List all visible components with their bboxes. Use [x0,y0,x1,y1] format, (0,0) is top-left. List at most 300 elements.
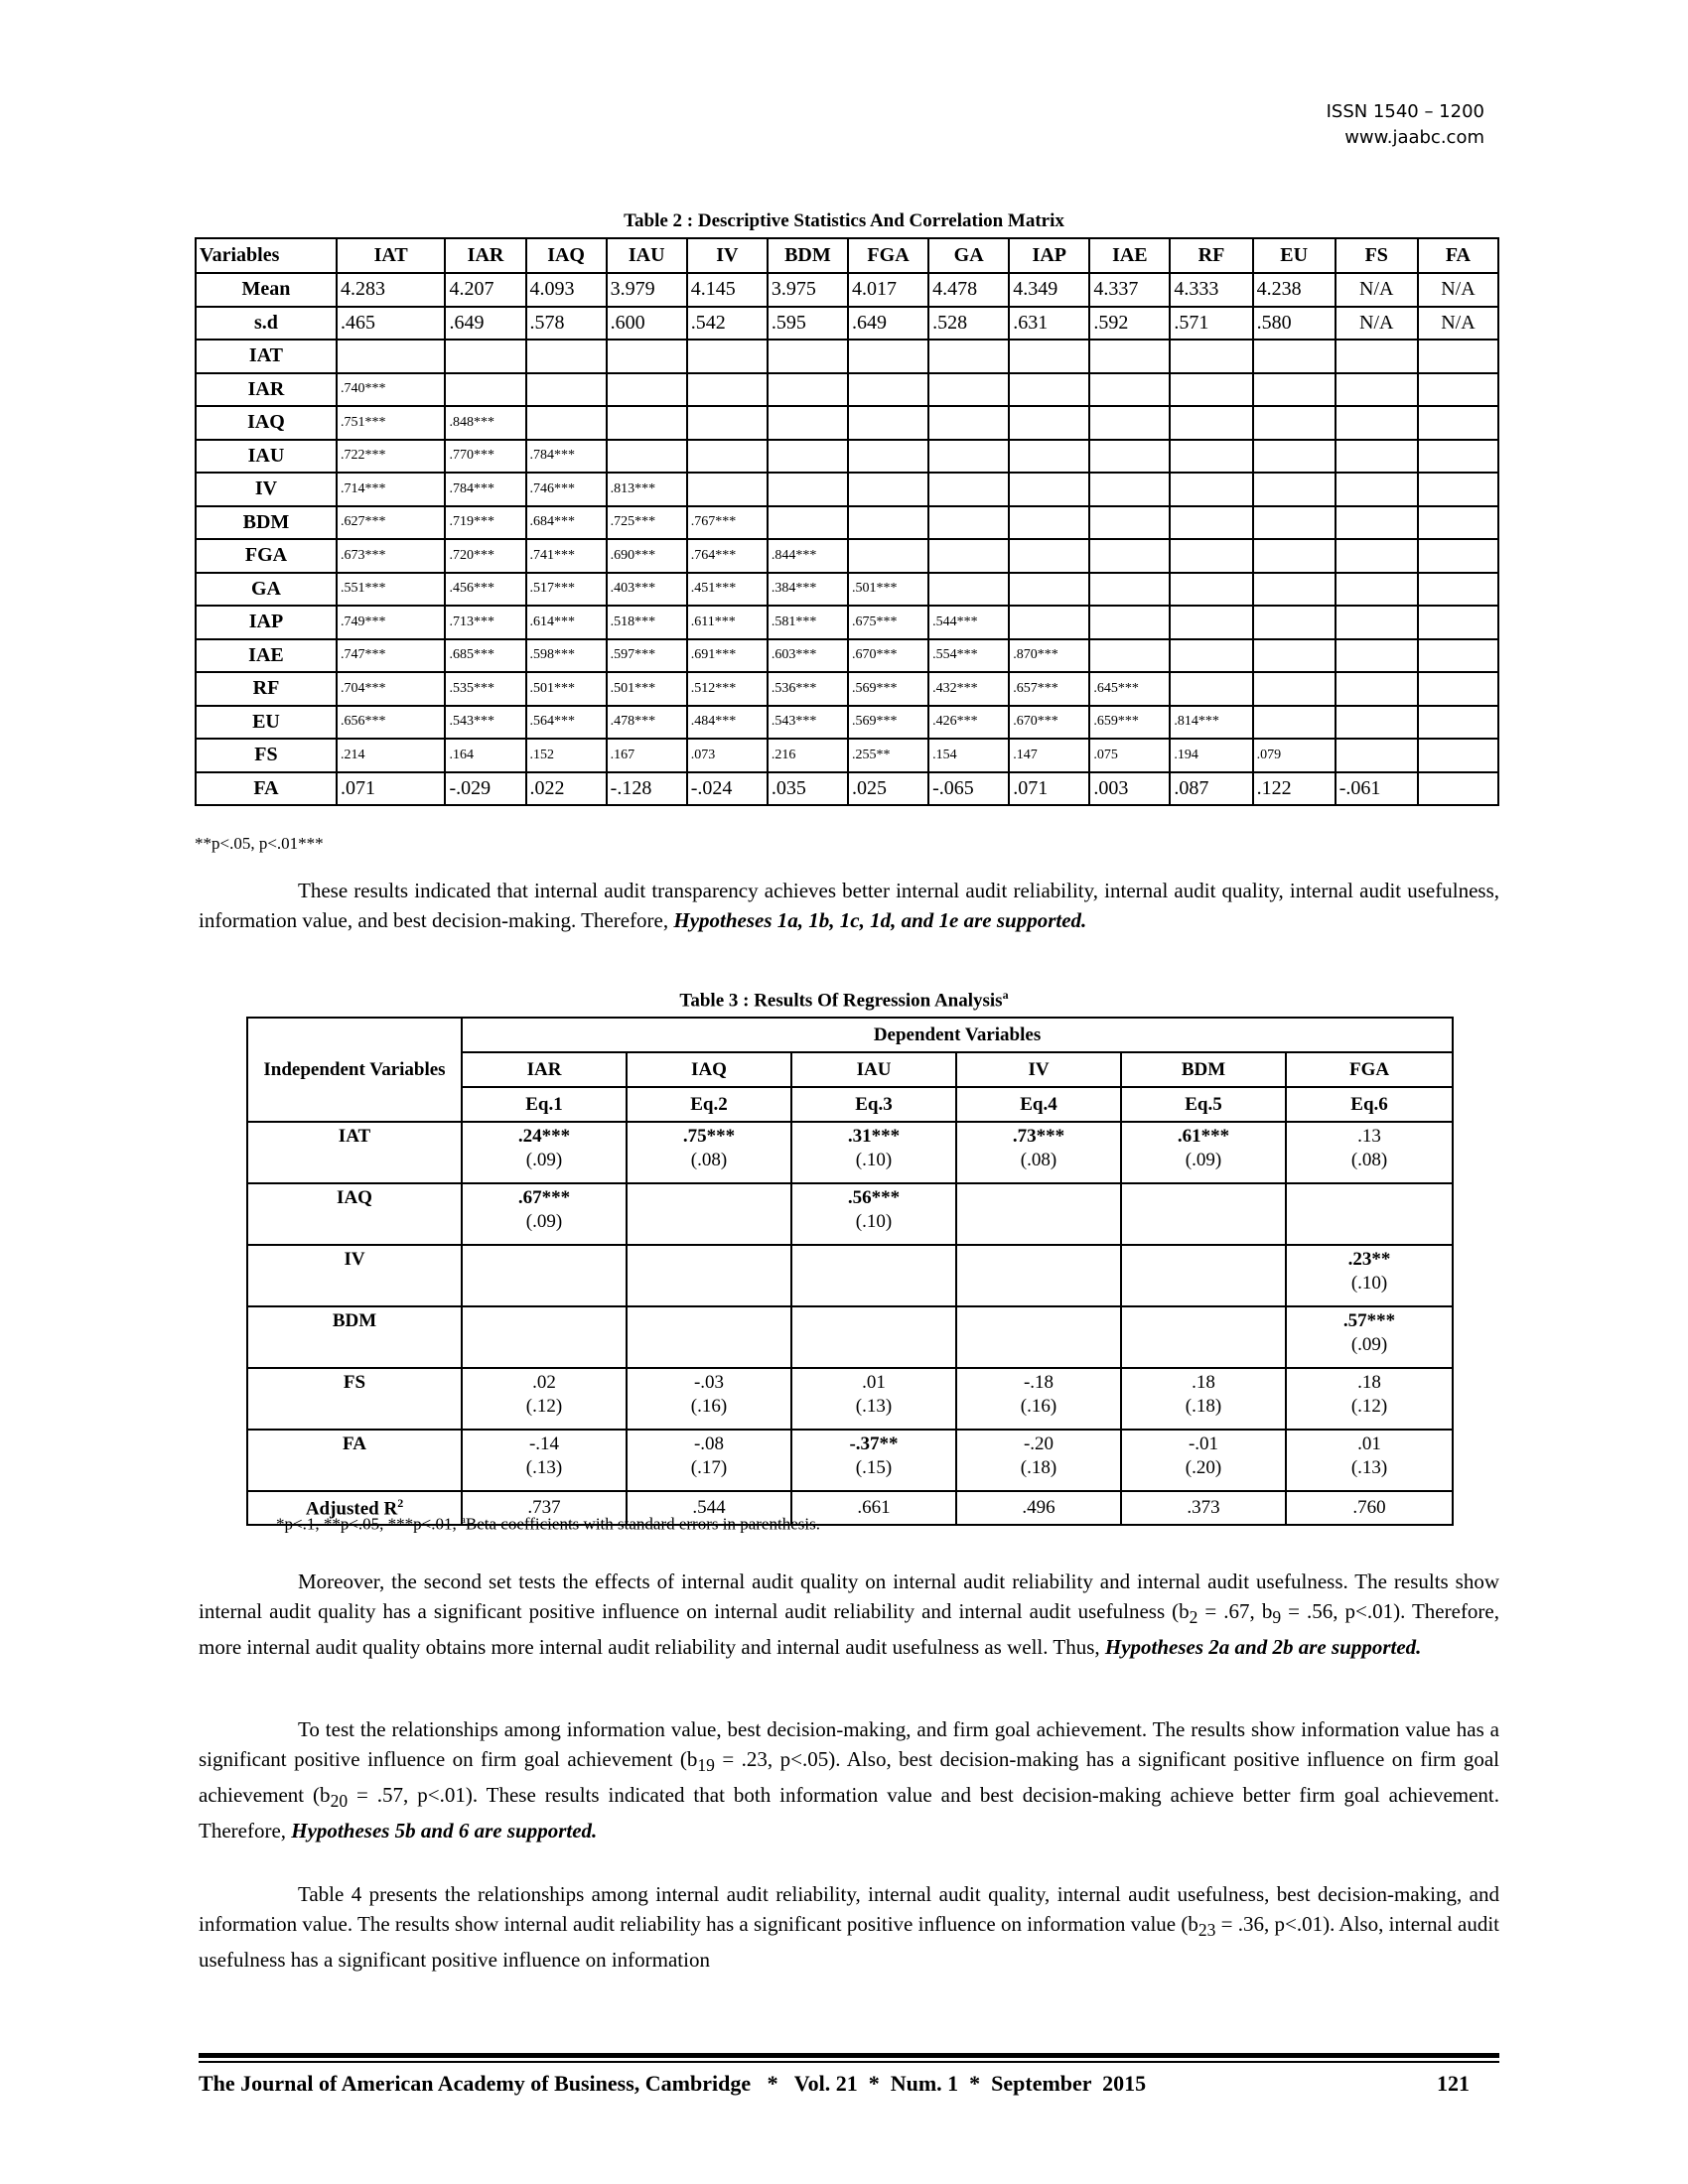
table2-cell [1170,340,1252,373]
table2-cell [1170,373,1252,407]
table2-cell [1253,573,1336,607]
table2-cell [607,406,687,440]
table3-row [247,1183,1453,1245]
table2-cell [768,473,848,506]
table2-cell [526,373,607,407]
table3-row-label: IAQ [247,1183,462,1245]
table2-cell: .656*** [337,706,446,740]
table2-cell: .764*** [687,539,768,573]
table3-coefficient: .73*** [1012,1126,1065,1147]
p3-sub1: 19 [697,1755,715,1776]
table3-coefficient: -.08 [693,1433,725,1454]
table2-cell [1418,606,1498,639]
table3-row-label: IAT [247,1122,462,1183]
table2-col-header: IAT [337,238,446,273]
table3-row-label: BDM [247,1306,462,1368]
table2-cell: .600 [607,307,687,341]
table3-adj-value: .496 [956,1491,1121,1525]
table3-row [247,1430,1453,1491]
table2-cell: .003 [1089,772,1170,806]
table2-cell [768,440,848,474]
table2-cell: .690*** [607,539,687,573]
table2-cell [1336,573,1418,607]
table3-cell [956,1245,1121,1306]
table3-eq-label: Eq.6 [1286,1087,1453,1122]
table2-cell [1009,440,1089,474]
table2-cell [1089,373,1170,407]
table2-cell [1253,406,1336,440]
table2-cell: .670*** [1009,706,1089,740]
page-header [1327,99,1484,151]
table2-cell: .543*** [768,706,848,740]
table2-cell: .122 [1253,772,1336,806]
table3-coefficient: -.18 [1023,1372,1055,1393]
table3-std-error: (.10) [1350,1273,1388,1294]
table2-cell [1253,506,1336,540]
table3-cell [1286,1306,1453,1368]
table3-std-error: (.09) [1350,1334,1388,1355]
table2-row-label: FGA [196,539,337,573]
table2-row-label: FA [196,772,337,806]
table2-cell: .749*** [337,606,446,639]
table2-col-header: IAR [445,238,525,273]
table3-std-error: (.09) [1185,1150,1222,1170]
table2-cell: .535*** [445,672,525,706]
table2-cell: .649 [445,307,525,341]
table2-row [196,340,1498,373]
table2-cell [1089,506,1170,540]
table2-cell [1253,672,1336,706]
table2-cell: 4.349 [1009,273,1089,307]
table3-cell [1121,1430,1286,1491]
table2-cell [848,440,928,474]
table2-cell: -.128 [607,772,687,806]
table2-cell: .767*** [687,506,768,540]
table2-cell: .075 [1089,739,1170,772]
footer-journal: The Journal of American Academy of Business, Cambridge * Vol. 21 * Num. 1 * September 2015 [199,2071,1147,2096]
table2-cell [1336,406,1418,440]
table2-cell [1418,706,1498,740]
table2-header-row [196,238,1498,273]
paragraph-4 [199,1879,1499,1975]
table2-cell: .751*** [337,406,446,440]
table2-cell [1336,739,1418,772]
table2-cell: .645*** [1089,672,1170,706]
table2-cell [1009,573,1089,607]
table2-cell [1418,473,1498,506]
table3-coefficient: .56*** [847,1187,901,1208]
p3-b: = .23, p<.05). Also, best decision-making has a significant positive influence on firm goal achievement (b [199,1747,1499,1808]
table3-cell [791,1368,956,1430]
table2-row-label: IAP [196,606,337,639]
table2-cell: .598*** [526,639,607,673]
table2-note: **p<.05, p<.01*** [195,834,324,853]
table2-row [196,473,1498,506]
table2-row [196,672,1498,706]
table3-coefficient: -.14 [528,1433,560,1454]
table3-coefficient: -.37** [849,1433,899,1454]
table2-cell [1418,672,1498,706]
table3-coefficient: .75*** [682,1126,736,1147]
table2-cell [768,406,848,440]
table3-eq-label: Eq.5 [1121,1087,1286,1122]
table3-coefficient: -.03 [693,1372,725,1393]
table2-col-header: IV [687,238,768,273]
table2-cell [445,340,525,373]
table2-cell [1253,373,1336,407]
table2-cell [848,406,928,440]
table2-cell [1336,706,1418,740]
table2-cell: .484*** [687,706,768,740]
table3-coefficient: .18 [1357,1372,1381,1393]
table2-cell [1170,473,1252,506]
table3-cell [956,1368,1121,1430]
table2-cell: .071 [337,772,446,806]
table3-std-error: (.16) [1020,1396,1057,1417]
table2-cell: .569*** [848,706,928,740]
table2-cell: .518*** [607,606,687,639]
table2-col-header: IAU [607,238,687,273]
table2-cell: .578 [526,307,607,341]
table2-cell: .784*** [526,440,607,474]
table2-cell [1009,373,1089,407]
table2-row [196,639,1498,673]
table3-coefficient: -.01 [1188,1433,1219,1454]
table3-adj-value: .737 [462,1491,627,1525]
table3-coefficient: .57*** [1342,1310,1396,1331]
table3-coefficient: .13 [1357,1126,1381,1147]
table2-cell: .542 [687,307,768,341]
table2-cell: .512*** [687,672,768,706]
table2-col-header: RF [1170,238,1252,273]
table2-cell: .501*** [848,573,928,607]
table2-cell [928,406,1009,440]
table2-cell [1253,639,1336,673]
table2-cell: .478*** [607,706,687,740]
table2-cell: 4.337 [1089,273,1170,307]
footer-rule-thin [199,2061,1499,2063]
table2-cell: .551*** [337,573,446,607]
table2-cell: .536*** [768,672,848,706]
table2-col-header: FS [1336,238,1418,273]
p2-a: Moreover, the second set tests the effects of internal audit quality on internal audit reliability and internal audit usefulness. The results show internal audit quality has a significant positive influence on internal audit reliability and internal audit usefulness (b [199,1570,1499,1623]
table2-cell: .025 [848,772,928,806]
table3-coefficient: .02 [532,1372,556,1393]
table2-cell [928,506,1009,540]
table2-cell: .255** [848,739,928,772]
table2-row-label: IAE [196,639,337,673]
table2-cell [1009,406,1089,440]
table3-cell [791,1183,956,1245]
table2-cell: N/A [1336,307,1418,341]
table3-std-error: (.13) [1350,1457,1388,1478]
table2-cell: .035 [768,772,848,806]
table3-row-label: FA [247,1430,462,1491]
table2-cell [526,340,607,373]
table3-cell [462,1368,627,1430]
table3-cell [462,1245,627,1306]
table2-cell [1089,473,1170,506]
table2-cell: .684*** [526,506,607,540]
table2-cell: .403*** [607,573,687,607]
table2-cell [607,373,687,407]
table2-row-label: EU [196,706,337,740]
table2-cell [687,440,768,474]
table2-cell [1170,506,1252,540]
table2-cell [1089,539,1170,573]
table3-cell [627,1183,791,1245]
table2-cell: 4.145 [687,273,768,307]
table2-cell: 4.238 [1253,273,1336,307]
table3-adj-value: .544 [627,1491,791,1525]
table2-cell [1253,606,1336,639]
table3-note-tail: Beta coefficients with standard errors in parenthesis. [465,1514,820,1534]
table2-row-label: s.d [196,307,337,341]
table3-cell [462,1430,627,1491]
page-footer [199,2071,1499,2097]
table2-row-label: IAT [196,340,337,373]
table3-cell [1121,1122,1286,1183]
table3-header-row-1 [247,1018,1453,1052]
table2-row [196,373,1498,407]
table2-cell: .154 [928,739,1009,772]
table3-coefficient: .67*** [517,1187,571,1208]
table3-std-error: (.15) [855,1457,893,1478]
table2-cell: .784*** [445,473,525,506]
table2-row-label: FS [196,739,337,772]
table2-cell: .844*** [768,539,848,573]
table2-cell [768,340,848,373]
table2-cell [445,373,525,407]
table2-cell [1418,406,1498,440]
table3-adj-value: .373 [1121,1491,1286,1525]
table3-std-error: (.18) [1185,1396,1222,1417]
p2-sub2: 9 [1272,1607,1282,1628]
table2-cell: .870*** [1009,639,1089,673]
table2-cell: 4.207 [445,273,525,307]
p4-b: = .36, p<.01). Also, internal audit usefulness has a significant positive influence on information [199,1912,1499,1973]
table2-caption: Table 2 : Descriptive Statistics And Correlation Matrix [624,210,1064,231]
table3-eq-label: Eq.3 [791,1087,956,1122]
table2-cell: .569*** [848,672,928,706]
table2-row [196,706,1498,740]
table2-cell [1418,772,1498,806]
table2-cell [1336,373,1418,407]
table3-note-text: *p<.1, **p<.05, ***p<.01, [276,1514,462,1534]
table2-cell [1170,639,1252,673]
table2-cell [1089,340,1170,373]
table2-col-header: IAQ [526,238,607,273]
table2-cell [1009,340,1089,373]
table3-adj-value: .760 [1286,1491,1453,1525]
table2-col-header: BDM [768,238,848,273]
table2-cell: .087 [1170,772,1252,806]
table2-cell [1336,606,1418,639]
table2-cell: .848*** [445,406,525,440]
table3-row-label: IV [247,1245,462,1306]
table3-cell [1121,1245,1286,1306]
table2-cell [1089,573,1170,607]
table2-cell: .649 [848,307,928,341]
table2-cell [1253,706,1336,740]
table2-cell: .747*** [337,639,446,673]
p4-a: Table 4 presents the relationships among internal audit reliability, internal audit quality, internal audit usefulness, best decision-making, and information value. The results show internal audit reliability has a significant positive influence on information value (b [199,1882,1499,1936]
table3-eq-label: Eq.1 [462,1087,627,1122]
table3-cell [1121,1306,1286,1368]
table2-cell: .426*** [928,706,1009,740]
table2-cell: .022 [526,772,607,806]
table2-cell: 4.333 [1170,273,1252,307]
table3-row-label: FS [247,1368,462,1430]
table2-cell: 3.975 [768,273,848,307]
table2-cell: 4.093 [526,273,607,307]
table2-cell [1418,539,1498,573]
footer-rule-thick [199,2053,1499,2058]
table2-cell: .675*** [848,606,928,639]
p3-sub2: 20 [330,1791,349,1812]
table2-cell: .657*** [1009,672,1089,706]
table2-cell: .714*** [337,473,446,506]
table2-cell [848,340,928,373]
table3-dv-name: IAU [791,1052,956,1087]
table2-row-label: BDM [196,506,337,540]
table2-row-label: RF [196,672,337,706]
table2-cell [1336,340,1418,373]
table2-cell: .670*** [848,639,928,673]
paragraph-3 [199,1714,1499,1845]
table2-cell [1253,340,1336,373]
table2-row [196,440,1498,474]
table2-cell [337,340,446,373]
table2-cell [1253,473,1336,506]
table2-cell [768,373,848,407]
table3-cell [627,1306,791,1368]
table2-cell [687,340,768,373]
table2-col-header: GA [928,238,1009,273]
table2-cell: .611*** [687,606,768,639]
table2-cell: .741*** [526,539,607,573]
table3-cell [627,1245,791,1306]
paragraph-1-emphasis: Hypotheses 1a, 1b, 1c, 1d, and 1e are supported. [673,908,1087,932]
p2-emphasis: Hypotheses 2a and 2b are supported. [1104,1635,1422,1660]
table2-cell: .543*** [445,706,525,740]
table3-std-error: (.20) [1185,1457,1222,1478]
table2-cell: .673*** [337,539,446,573]
table2-cell: .456*** [445,573,525,607]
table2-cell [1336,440,1418,474]
table3-eq-label: Eq.4 [956,1087,1121,1122]
table2-cell [1253,539,1336,573]
table3-cell [462,1183,627,1245]
table2-cell [1009,539,1089,573]
table3-adj-label-text: Adjusted R [305,1498,398,1520]
table2-cell [928,340,1009,373]
table2-cell: 4.478 [928,273,1009,307]
table3-caption-text: Table 3 : Results Of Regression Analysis [679,990,1003,1012]
table3-std-error: (.18) [1020,1457,1057,1478]
table2-cell: .554*** [928,639,1009,673]
table2-cell [1009,506,1089,540]
table3-cell [1121,1368,1286,1430]
table3-std-error: (.10) [855,1211,893,1232]
table2-cell: .614*** [526,606,607,639]
table2-cell: .580 [1253,307,1336,341]
table2-cell: .685*** [445,639,525,673]
table2-cell: .501*** [607,672,687,706]
table2-cell [848,539,928,573]
table3-cell [791,1245,956,1306]
table3-dv-name: IAQ [627,1052,791,1087]
table3-std-error: (.08) [1020,1150,1057,1170]
paragraph-1-text: These results indicated that internal audit transparency achieves better internal audit reliability, internal audit quality, internal audit usefulness, information value, and best decision-making. Therefore, [199,879,1499,932]
table3-dv-name: BDM [1121,1052,1286,1087]
table2-row [196,406,1498,440]
table2-cell: -.024 [687,772,768,806]
table2-cell [1253,440,1336,474]
table2-cell: 4.017 [848,273,928,307]
table3-std-error: (.12) [525,1396,563,1417]
table2-cell [1170,440,1252,474]
table2-col-header: FGA [848,238,928,273]
table2-cell: .071 [1009,772,1089,806]
paragraph-1 [199,876,1499,935]
table3-coefficient: .24*** [517,1126,571,1147]
table2-row [196,606,1498,639]
table2-cell: .501*** [526,672,607,706]
table2-row-label: IAQ [196,406,337,440]
table2-cell: .581*** [768,606,848,639]
table2-cell: -.029 [445,772,525,806]
table3-row [247,1245,1453,1306]
table2-row [196,539,1498,573]
table3-cell [1286,1368,1453,1430]
table2-cell [1170,672,1252,706]
table2-cell [526,406,607,440]
issn-text: ISSN 1540 – 1200 [1326,101,1484,122]
table2-cell: .073 [687,739,768,772]
table3-cell [956,1306,1121,1368]
table2-cell [928,473,1009,506]
table3-cell [1286,1183,1453,1245]
table3-eq-label: Eq.2 [627,1087,791,1122]
table2-cell [1418,340,1498,373]
p4-sub1: 23 [1197,1920,1216,1941]
table3-row [247,1306,1453,1368]
table2-cell [1170,539,1252,573]
p2-b: = .67, b [1197,1599,1273,1623]
table2-cell: .627*** [337,506,446,540]
table3-row [247,1368,1453,1430]
table3-cell [956,1430,1121,1491]
table2-row [196,506,1498,540]
table2-cell: .451*** [687,573,768,607]
p3-c: = .57, p<.01). These results indicated that both information value and best decision-making achieve better firm goal achievement. Therefore, [199,1783,1499,1843]
table2-cell: .603*** [768,639,848,673]
table2-cell: .571 [1170,307,1252,341]
table2-col-header: EU [1253,238,1336,273]
table3-coefficient: .61*** [1177,1126,1230,1147]
table2-cell: .719*** [445,506,525,540]
table2-cell: N/A [1418,307,1498,341]
table2-row [196,307,1498,341]
table2-cell: .517*** [526,573,607,607]
table3-note [276,1514,820,1535]
table3-coefficient: -.20 [1023,1433,1055,1454]
table3-caption-sup: a [1002,988,1009,1002]
p3-emphasis: Hypotheses 5b and 6 are supported. [291,1819,598,1843]
table2-col-header: Variables [196,238,337,273]
table2-cell: .214 [337,739,446,772]
